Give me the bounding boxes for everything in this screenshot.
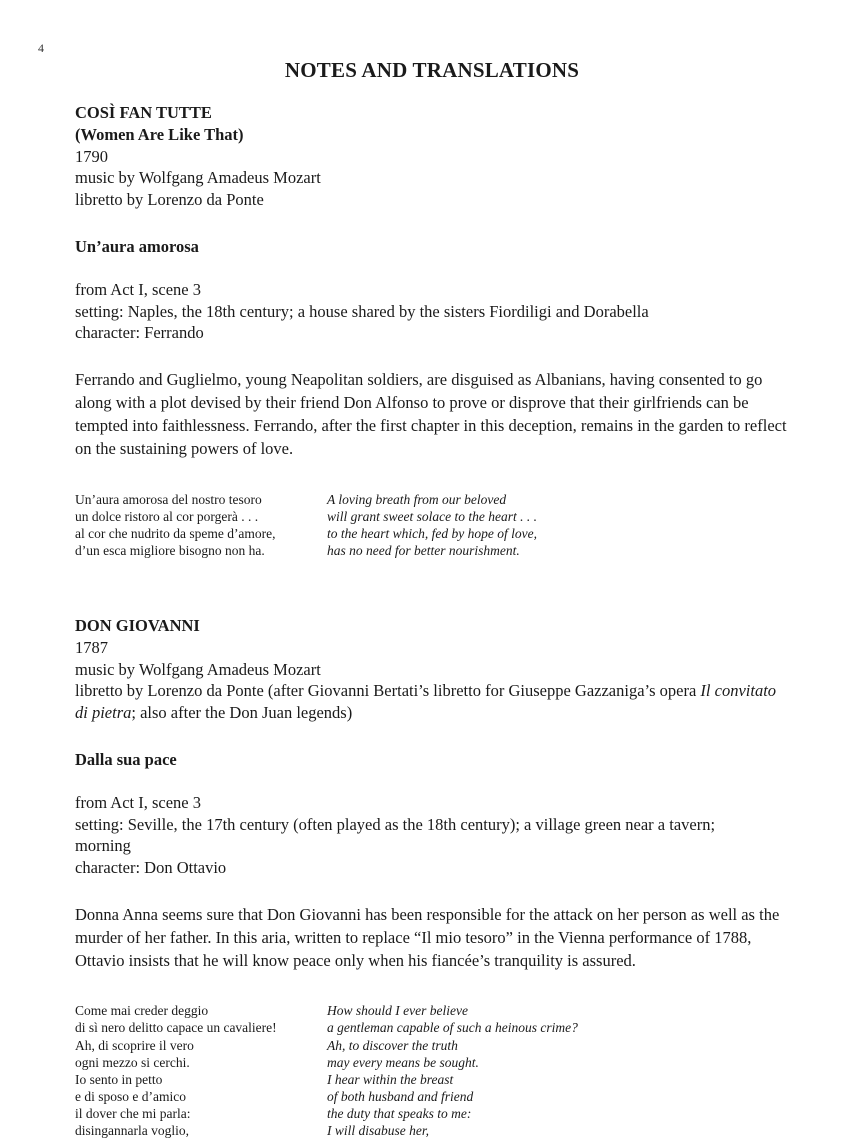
aria-title-dalla-sua-pace: Dalla sua pace (75, 749, 177, 769)
libretto-original: Come mai creder deggio (75, 1003, 209, 1019)
librettist-suffix: ; also after the Don Juan legends) (131, 703, 353, 723)
libretto-line (75, 1105, 789, 1122)
libretto-line (75, 1037, 789, 1054)
synopsis-dalla-sua-pace: Donna Anna seems sure that Don Giovanni has been responsible for the attack on her person as well as the murder of her father. In this aria, written to replace “Il mio tesoro” in the Vienna performance of 1788, Ottavio insists that he will know peace only when his fiancée’s tranquility is assured. (75, 904, 780, 971)
libretto-translation: may every means be sought. (327, 1054, 479, 1070)
work-composer: music by Wolfgang Amadeus Mozart (75, 659, 321, 679)
work-title: COSÌ FAN TUTTE (75, 103, 212, 122)
page-number: 4 (38, 41, 44, 55)
aria-title-un-aura-amorosa: Un’aura amorosa (75, 236, 199, 256)
libretto-line (75, 1054, 789, 1071)
libretto-original: e di sposo e d’amico (75, 1088, 186, 1104)
libretto-translation: Ah, to discover the truth (327, 1037, 458, 1053)
libretto-translation: I hear within the breast (327, 1071, 454, 1087)
libretto-translation: to the heart which, fed by hope of love, (327, 525, 537, 541)
librettist-prefix: libretto by Lorenzo da Ponte (after Giovanni Bertati’s libretto for Giuseppe Gazzaniga’s opera (75, 681, 701, 701)
librettist-source-title: Il convitato di pietra (75, 681, 777, 723)
libretto-un-aura-amorosa (75, 491, 789, 560)
meta-act: from Act I, scene 3 (75, 279, 201, 299)
libretto-original: Ah, di scoprire il vero (75, 1037, 194, 1053)
libretto-line (75, 1088, 789, 1105)
libretto-original: ogni mezzo si cerchi. (75, 1054, 190, 1070)
libretto-original: Io sento in petto (75, 1071, 163, 1087)
libretto-line (75, 525, 789, 542)
libretto-line (75, 491, 789, 508)
libretto-original: disingannarla voglio, (75, 1123, 189, 1139)
libretto-original: di sì nero delitto capace un cavaliere! (75, 1020, 277, 1036)
work-year: 1790 (75, 146, 108, 166)
work-header-don-giovanni (75, 615, 789, 724)
meta-setting: setting: Seville, the 17th century (often played as the 18th century); a village green near a tavern; (75, 814, 716, 834)
meta-setting-cont: morning (75, 836, 131, 856)
aria-meta-dalla-sua-pace (75, 792, 789, 879)
libretto-translation: a gentleman capable of such a heinous crime? (327, 1020, 578, 1036)
page-title: NOTES AND TRANSLATIONS (284, 58, 580, 82)
libretto-line (75, 1071, 789, 1088)
libretto-line (75, 1019, 789, 1036)
meta-character: character: Don Ottavio (75, 858, 227, 878)
libretto-line (75, 1122, 789, 1139)
libretto-original: il dover che mi parla: (75, 1106, 191, 1122)
work-title: DON GIOVANNI (75, 616, 200, 636)
meta-setting: setting: Naples, the 18th century; a house shared by the sisters Fiordiligi and Dorabella (75, 301, 649, 321)
libretto-translation: the duty that speaks to me: (327, 1106, 472, 1122)
libretto-line (75, 542, 789, 559)
body-column (75, 102, 789, 1139)
libretto-original: al cor che nudrito da speme d’amore, (75, 525, 276, 541)
meta-character: character: Ferrando (75, 323, 204, 343)
libretto-translation: A loving breath from our beloved (327, 491, 507, 507)
libretto-line (75, 1002, 789, 1019)
work-composer: music by Wolfgang Amadeus Mozart (75, 168, 321, 188)
libretto-line (75, 508, 789, 525)
libretto-translation: I will disabuse her, (327, 1123, 430, 1139)
libretto-translation: will grant sweet solace to the heart . . . (327, 508, 537, 524)
work-librettist: libretto by Lorenzo da Ponte (75, 190, 264, 210)
meta-act: from Act I, scene 3 (75, 792, 201, 812)
libretto-original: d’un esca migliore bisogno non ha. (75, 542, 265, 558)
libretto-original: un dolce ristoro al cor porgerà . . . (75, 508, 259, 524)
libretto-translation: How should I ever believe (327, 1003, 468, 1019)
work-librettist (75, 680, 789, 724)
work-subtitle: (Women Are Like That) (75, 124, 244, 144)
libretto-translation: has no need for better nourishment. (327, 542, 520, 558)
work-year: 1787 (75, 637, 108, 657)
libretto-original: Un’aura amorosa del nostro tesoro (75, 491, 262, 507)
section-spacer (75, 559, 789, 615)
synopsis-un-aura-amorosa: Ferrando and Guglielmo, young Neapolitan soldiers, are disguised as Albanians, having consented to go along with a plot devised by their friend Don Alfonso to prove or disprove that their girlfriends can be tempted into faithlessness. Ferrando, after the first chapter in this deception, remains in the garden to reflect on the sustaining powers of love. (75, 370, 787, 459)
work-header-cosi-fan-tutte (75, 102, 789, 211)
libretto-dalla-sua-pace (75, 1002, 789, 1139)
libretto-translation: of both husband and friend (327, 1088, 474, 1104)
aria-meta-un-aura-amorosa (75, 279, 789, 344)
